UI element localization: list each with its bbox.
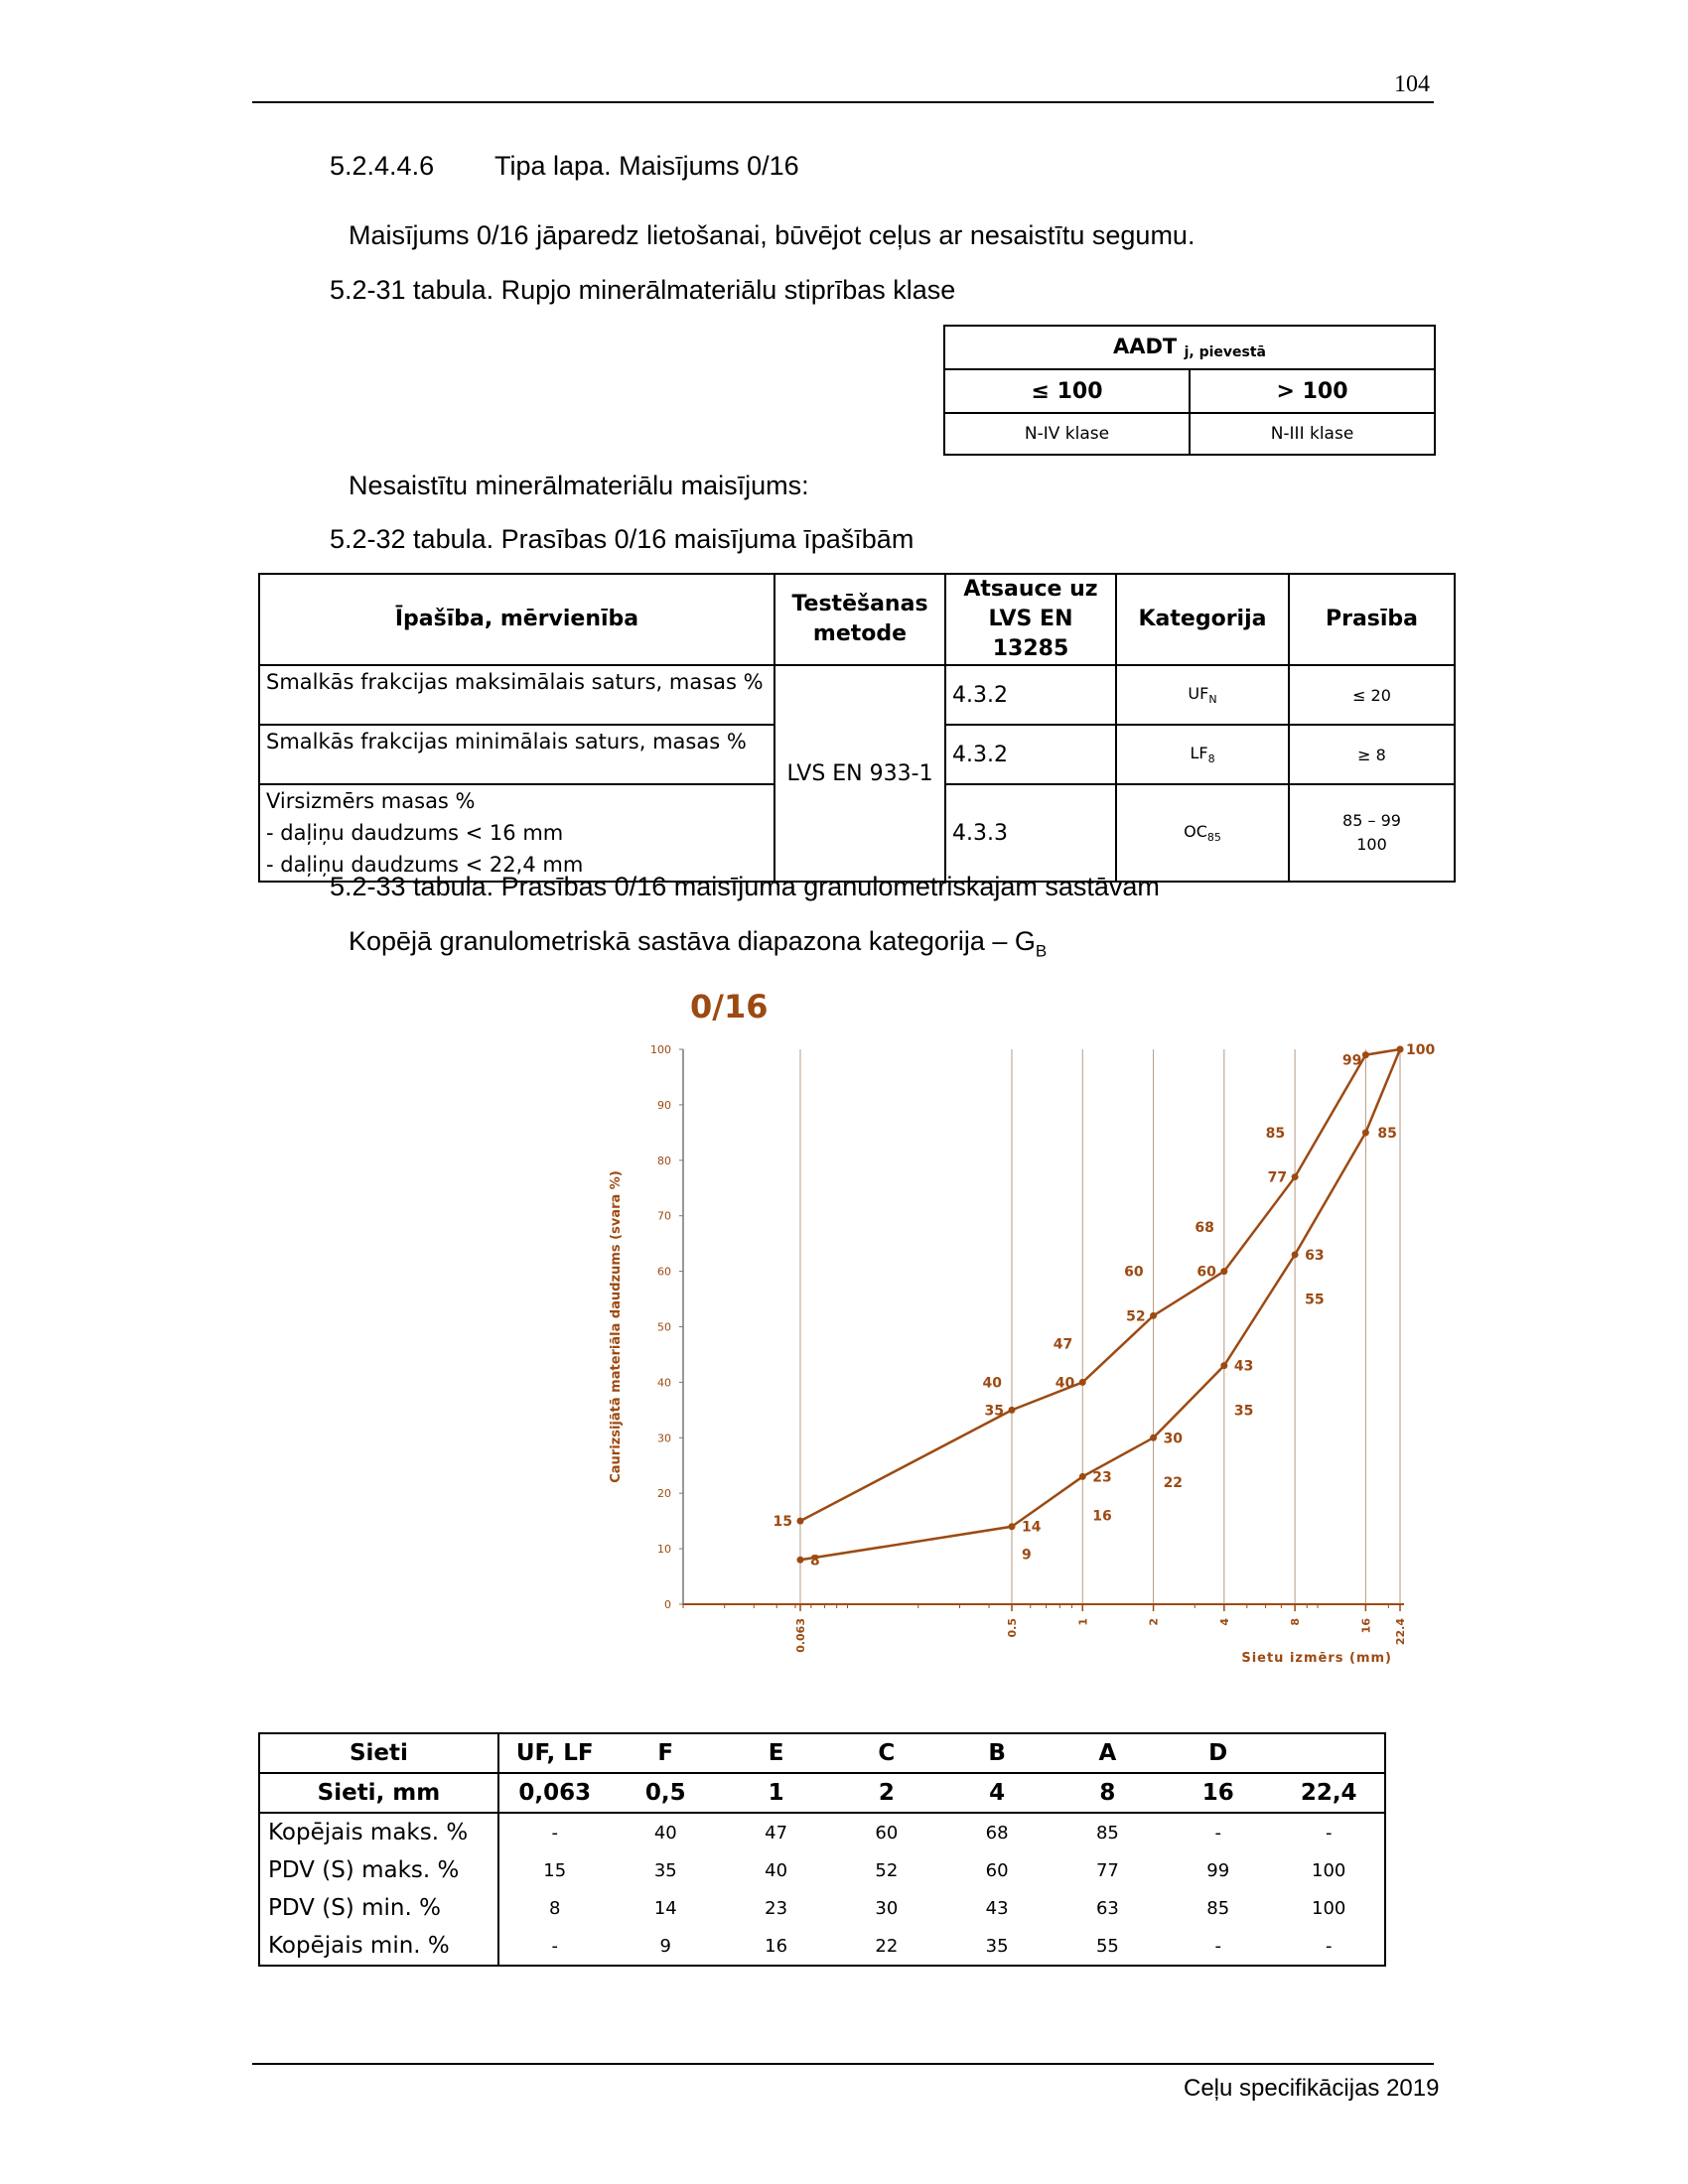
- grading-header1-cell: UF, LF: [498, 1733, 611, 1773]
- grading-value-cell: 99: [1206, 1859, 1230, 1881]
- grading-sieve-size-cell: Sieti, mm: [259, 1773, 498, 1813]
- grading-sieve-size-cell: 0,5: [611, 1773, 721, 1813]
- page-number: 104: [1394, 71, 1430, 97]
- grading-value-cell: 85: [1206, 1897, 1230, 1919]
- grading-value-cell: 16: [721, 1927, 831, 1966]
- grading-chart: [596, 988, 1436, 1683]
- x-tick-label: 1: [1076, 1618, 1090, 1626]
- grading-value-cell: 35: [942, 1927, 1053, 1966]
- grading-value-cell: 52: [875, 1859, 899, 1881]
- table2-caption: 5.2-32 tabula. Prasības 0/16 maisījuma īpašībām: [330, 524, 914, 554]
- total-min-label: 35: [1233, 1403, 1254, 1420]
- grading-value-cell: 55: [1053, 1927, 1163, 1966]
- grading-value-cell: 100: [1273, 1851, 1385, 1889]
- chart-title: 0/16: [690, 988, 769, 1025]
- grading-sieve-size-cell: 22,4: [1273, 1773, 1385, 1813]
- grading-value-cell: -: [1273, 1927, 1385, 1966]
- data-label: 43: [1233, 1358, 1254, 1375]
- grading-header1-cell: [1273, 1733, 1385, 1773]
- data-point: [1150, 1434, 1157, 1441]
- grading-row-label: Kopējais min. %: [259, 1927, 498, 1966]
- grading-row: [259, 1851, 1385, 1889]
- data-point: [1292, 1173, 1299, 1180]
- data-label: 30: [1163, 1431, 1184, 1447]
- class-low: N-IV klase: [944, 413, 1190, 455]
- mixture-label: Nesaistītu minerālmateriālu maisījums:: [349, 471, 809, 500]
- grading-value-cell: 14: [653, 1897, 677, 1919]
- y-tick-label: 100: [650, 1043, 671, 1056]
- grading-row: [259, 1813, 1385, 1851]
- data-point: [1292, 1251, 1299, 1258]
- row-reference: 4.3.2: [945, 665, 1116, 725]
- grading-value-cell: -: [551, 1822, 558, 1843]
- data-point: [1009, 1523, 1016, 1530]
- grading-value-cell: 9: [611, 1927, 721, 1966]
- x-tick-label: 16: [1359, 1618, 1373, 1634]
- y-tick-label: 70: [657, 1209, 671, 1223]
- data-label: 63: [1305, 1247, 1325, 1264]
- x-tick-label: 2: [1147, 1618, 1161, 1626]
- data-point: [1220, 1362, 1227, 1369]
- x-tick-label: 8: [1289, 1618, 1303, 1626]
- x-axis-label: Sietu izmērs (mm): [1241, 1651, 1392, 1666]
- col-reference: Atsauce uz LVS EN 13285: [945, 574, 1116, 665]
- row-requirement: ≥ 8: [1289, 725, 1455, 784]
- section-title: Tipa lapa. Maisījums 0/16: [494, 151, 799, 181]
- row-property: Smalkās frakcijas maksimālais saturs, masas %: [259, 665, 774, 725]
- row-property: Virsizmērs masas % - daļiņu daudzums < 16 mm - daļiņu daudzums < 22,4 mm: [259, 784, 774, 882]
- data-label: 60: [1196, 1264, 1216, 1281]
- header-rule: [252, 101, 1434, 103]
- data-label: 99: [1341, 1052, 1362, 1069]
- data-label: 77: [1267, 1169, 1288, 1186]
- grading-value-cell: -: [498, 1927, 611, 1966]
- total-min-label: 22: [1163, 1475, 1184, 1492]
- y-tick-label: 50: [657, 1320, 671, 1334]
- aadt-col-high: > 100: [1190, 369, 1435, 413]
- grading-value-cell: 15: [543, 1859, 567, 1881]
- col-method: Testēšanas metode: [774, 574, 945, 665]
- grading-row-label: PDV (S) min. %: [259, 1889, 498, 1927]
- grading-value-cell: 40: [765, 1859, 788, 1881]
- data-point: [1220, 1268, 1227, 1275]
- x-tick-label: 4: [1217, 1618, 1231, 1626]
- footer-text: Ceļu specifikācijas 2019: [1184, 2075, 1440, 2102]
- grading-value-cell: 63: [1095, 1897, 1119, 1919]
- grading-header1-cell: D: [1163, 1733, 1273, 1773]
- y-tick-label: 40: [657, 1376, 671, 1390]
- total-max-label: 85: [1265, 1125, 1286, 1142]
- data-point: [796, 1518, 803, 1525]
- x-tick-label: 0.5: [1006, 1618, 1020, 1638]
- y-axis-label: Caurizsijātā materiāla daudzums (svara %): [609, 1170, 624, 1483]
- row-category: $UF_N$: [1116, 665, 1289, 725]
- grading-value-cell: -: [1163, 1927, 1273, 1966]
- grading-value-cell: 35: [653, 1859, 677, 1881]
- grading-sieve-size-cell: 2: [831, 1773, 941, 1813]
- row-property: Smalkās frakcijas minimālais saturs, masas %: [259, 725, 774, 784]
- total-min-label: 9: [1022, 1547, 1032, 1564]
- grading-sieve-size-cell: 1: [721, 1773, 831, 1813]
- upper-limit-line: [800, 1049, 1400, 1521]
- grading-sieve-size-cell: 4: [942, 1773, 1053, 1813]
- strength-class-table: [943, 325, 1436, 456]
- grading-value-cell: 60: [875, 1822, 899, 1843]
- grading-value-cell: 47: [765, 1822, 788, 1843]
- grading-sieve-size-cell: 0,063: [498, 1773, 611, 1813]
- row-category: $LF_8$: [1116, 725, 1289, 784]
- grading-value-cell: -: [1273, 1813, 1385, 1851]
- y-tick-label: 0: [664, 1598, 671, 1611]
- y-tick-label: 20: [657, 1487, 671, 1501]
- data-label: 23: [1092, 1469, 1112, 1486]
- footer-rule: [252, 2063, 1434, 2065]
- grading-header1-cell: Sieti: [259, 1733, 498, 1773]
- col-category: Kategorija: [1116, 574, 1289, 665]
- data-point: [1079, 1473, 1086, 1480]
- grading-header1-cell: F: [611, 1733, 721, 1773]
- col-property: Īpašība, mērvienība: [259, 574, 774, 665]
- aadt-header: AADT $_{j, pievestā}$: [944, 326, 1435, 369]
- row-reference: 4.3.3: [945, 784, 1116, 882]
- grading-value-cell: 85: [1095, 1822, 1119, 1843]
- data-label: 8: [809, 1553, 820, 1570]
- data-label: 40: [1055, 1375, 1075, 1392]
- data-label: 100: [1406, 1042, 1436, 1058]
- data-point: [1397, 1046, 1404, 1053]
- total-max-label: 68: [1195, 1219, 1214, 1236]
- aadt-col-low: ≤ 100: [944, 369, 1190, 413]
- grading-value-cell: 30: [875, 1897, 899, 1919]
- grading-header1-cell: E: [721, 1733, 831, 1773]
- row-category: $OC_{85}$: [1116, 784, 1289, 882]
- data-point: [1009, 1407, 1016, 1414]
- x-tick-label: 0.063: [793, 1618, 807, 1653]
- total-max-label: 40: [982, 1375, 1003, 1392]
- table3-caption: 5.2-33 tabula. Prasības 0/16 maisījuma granulometriskajam sastāvam: [330, 872, 1160, 901]
- data-label: 14: [1022, 1519, 1042, 1536]
- grading-header1-cell: C: [831, 1733, 941, 1773]
- test-method: LVS EN 933-1: [774, 665, 945, 882]
- y-tick-label: 60: [657, 1265, 671, 1279]
- row-requirement: ≤ 20: [1289, 665, 1455, 725]
- grading-value-cell: 22: [831, 1927, 941, 1966]
- grading-value-cell: 43: [985, 1897, 1009, 1919]
- row-reference: 4.3.2: [945, 725, 1116, 784]
- total-min-label: 55: [1305, 1292, 1325, 1308]
- grading-header1-cell: A: [1053, 1733, 1163, 1773]
- grading-sieve-size-cell: 8: [1053, 1773, 1163, 1813]
- grading-value-cell: 100: [1273, 1889, 1385, 1927]
- data-label: 15: [773, 1514, 792, 1531]
- grading-value-cell: 8: [549, 1897, 561, 1919]
- y-tick-label: 10: [657, 1543, 671, 1557]
- data-point: [1362, 1129, 1369, 1136]
- grading-row: [259, 1889, 1385, 1927]
- y-tick-label: 30: [657, 1432, 671, 1445]
- y-tick-label: 90: [657, 1098, 671, 1112]
- grading-row-label: Kopējais maks. %: [259, 1813, 498, 1851]
- range-category: Kopējā granulometriskā sastāva diapazona kategorija – $G_B$: [349, 926, 1048, 961]
- grading-row-label: PDV (S) maks. %: [259, 1851, 498, 1889]
- y-tick-label: 80: [657, 1154, 671, 1167]
- grading-value-cell: 23: [765, 1897, 788, 1919]
- row-requirement: 85 – 99 100: [1289, 784, 1455, 882]
- grading-table: [258, 1732, 1386, 1967]
- grading-value-cell: 40: [653, 1822, 677, 1843]
- table1-caption: 5.2-31 tabula. Rupjo minerālmateriālu stiprības klase: [330, 275, 956, 305]
- grading-value-cell: 77: [1095, 1859, 1119, 1881]
- total-max-label: 60: [1124, 1264, 1144, 1281]
- data-point: [1362, 1051, 1369, 1058]
- grading-sieve-size-cell: 16: [1163, 1773, 1273, 1813]
- section-number: 5.2.4.4.6: [330, 151, 435, 181]
- class-high: N-III klase: [1190, 413, 1435, 455]
- properties-table: [258, 573, 1456, 883]
- data-label: 35: [984, 1403, 1005, 1420]
- grading-row: [259, 1927, 1385, 1966]
- data-label: 85: [1377, 1125, 1397, 1142]
- col-requirement: Prasība: [1289, 574, 1455, 665]
- total-min-label: 16: [1092, 1508, 1112, 1525]
- total-max-label: 47: [1053, 1336, 1073, 1353]
- data-point: [1079, 1379, 1086, 1386]
- x-tick-label: 22.4: [1394, 1618, 1407, 1646]
- grading-header1-cell: B: [942, 1733, 1053, 1773]
- data-label: 52: [1126, 1308, 1146, 1325]
- grading-value-cell: 68: [985, 1822, 1009, 1843]
- data-point: [796, 1557, 803, 1564]
- grading-value-cell: -: [1214, 1822, 1221, 1843]
- grading-value-cell: 60: [985, 1859, 1009, 1881]
- intro-paragraph: Maisījums 0/16 jāparedz lietošanai, būvējot ceļus ar nesaistītu segumu.: [349, 220, 1196, 250]
- data-point: [1150, 1312, 1157, 1319]
